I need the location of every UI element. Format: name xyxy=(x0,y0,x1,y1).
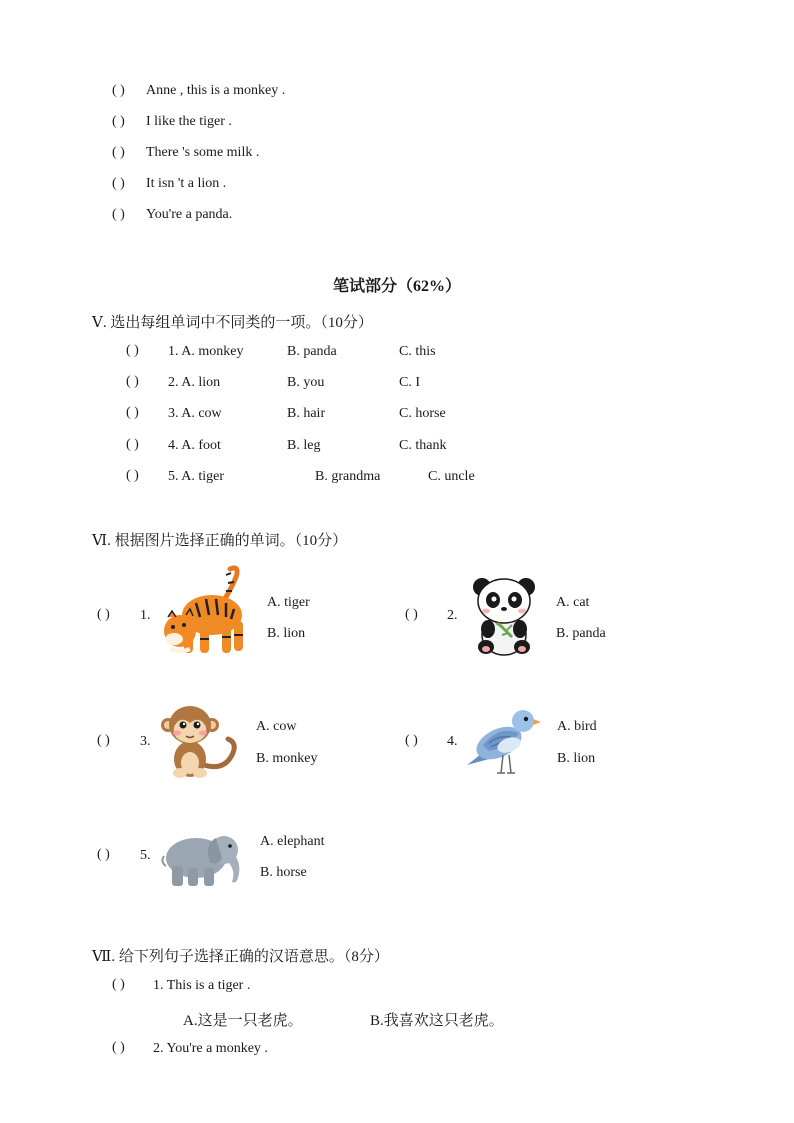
bird-picture xyxy=(463,705,543,777)
option-b: B. monkey xyxy=(256,751,318,766)
answer-paren[interactable]: ( ) xyxy=(126,405,139,420)
answer-paren[interactable]: ( ) xyxy=(405,607,418,622)
written-part-title: 笔试部分（62%） xyxy=(332,278,461,295)
line-text: I like the tiger . xyxy=(146,114,232,129)
option-b: B. lion xyxy=(557,751,596,766)
section6-heading: Ⅵ. 根据图片选择正确的单词。（10分） xyxy=(92,533,348,549)
line-text: There 's some milk . xyxy=(146,145,260,160)
answer-paren[interactable]: ( ) xyxy=(126,437,139,452)
listening-line xyxy=(112,176,226,192)
question-text: 2. You're a monkey . xyxy=(153,1041,268,1056)
option-b: B. lion xyxy=(267,626,306,641)
option-b: B. leg xyxy=(287,438,321,453)
answer-paren[interactable]: ( ) xyxy=(112,145,125,160)
answer-paren[interactable]: ( ) xyxy=(112,207,125,222)
option-b: B. horse xyxy=(260,865,307,880)
option-a: 1. A. monkey xyxy=(168,344,244,359)
item-number: 5. xyxy=(140,848,151,863)
item-number: 3. xyxy=(140,734,151,749)
line-text: Anne , this is a monkey . xyxy=(146,83,286,98)
answer-paren[interactable]: ( ) xyxy=(112,114,125,129)
line-text: It isn 't a lion . xyxy=(146,176,227,191)
answer-paren[interactable]: ( ) xyxy=(112,977,125,992)
option-a: A. elephant xyxy=(260,834,325,849)
answer-paren[interactable]: ( ) xyxy=(112,176,125,191)
answer-paren[interactable]: ( ) xyxy=(126,343,139,358)
section5-heading: Ⅴ. 选出每组单词中不同类的一项。（10分） xyxy=(92,315,373,331)
answer-paren[interactable]: ( ) xyxy=(97,607,110,622)
answer-paren[interactable]: ( ) xyxy=(405,733,418,748)
listening-line xyxy=(112,83,285,99)
answer-paren[interactable]: ( ) xyxy=(112,1040,125,1055)
listening-line xyxy=(112,114,232,130)
option-b: B. grandma xyxy=(315,469,381,484)
option-a: 2. A. lion xyxy=(168,375,221,390)
answer-paren[interactable]: ( ) xyxy=(126,374,139,389)
option-a: 5. A. tiger xyxy=(168,469,224,484)
option-c: C. uncle xyxy=(428,469,475,484)
answer-paren[interactable]: ( ) xyxy=(126,468,139,483)
option-a: A. cat xyxy=(556,595,590,610)
option-b: B. hair xyxy=(287,406,326,421)
option-c: C. horse xyxy=(399,406,446,421)
section7-heading: Ⅶ. 给下列句子选择正确的汉语意思。（8分） xyxy=(92,949,389,965)
option-b: B.我喜欢这只老虎。 xyxy=(370,1013,504,1029)
question-text: 1. This is a tiger . xyxy=(153,978,251,993)
listening-line xyxy=(112,145,259,161)
option-a: 4. A. foot xyxy=(168,438,221,453)
answer-paren[interactable]: ( ) xyxy=(97,847,110,862)
item-number: 4. xyxy=(447,734,458,749)
option-c: C. thank xyxy=(399,438,447,453)
option-b: B. panda xyxy=(287,344,337,359)
answer-paren[interactable]: ( ) xyxy=(97,733,110,748)
option-c: C. I xyxy=(399,375,420,390)
option-a: A.这是一只老虎。 xyxy=(183,1013,303,1029)
item-number: 1. xyxy=(140,608,151,623)
tiger-picture xyxy=(160,565,250,661)
option-a: 3. A. cow xyxy=(168,406,222,421)
option-a: A. tiger xyxy=(267,595,310,610)
item-number: 2. xyxy=(447,608,458,623)
option-b: B. panda xyxy=(556,626,606,641)
elephant-picture xyxy=(160,828,244,888)
line-text: You're a panda. xyxy=(146,207,233,222)
answer-paren[interactable]: ( ) xyxy=(112,83,125,98)
option-a: A. bird xyxy=(557,719,597,734)
option-a: A. cow xyxy=(256,719,297,734)
option-b: B. you xyxy=(287,375,325,390)
option-c: C. this xyxy=(399,344,436,359)
panda-picture xyxy=(470,575,538,657)
listening-line xyxy=(112,207,232,223)
monkey-picture xyxy=(160,703,240,779)
